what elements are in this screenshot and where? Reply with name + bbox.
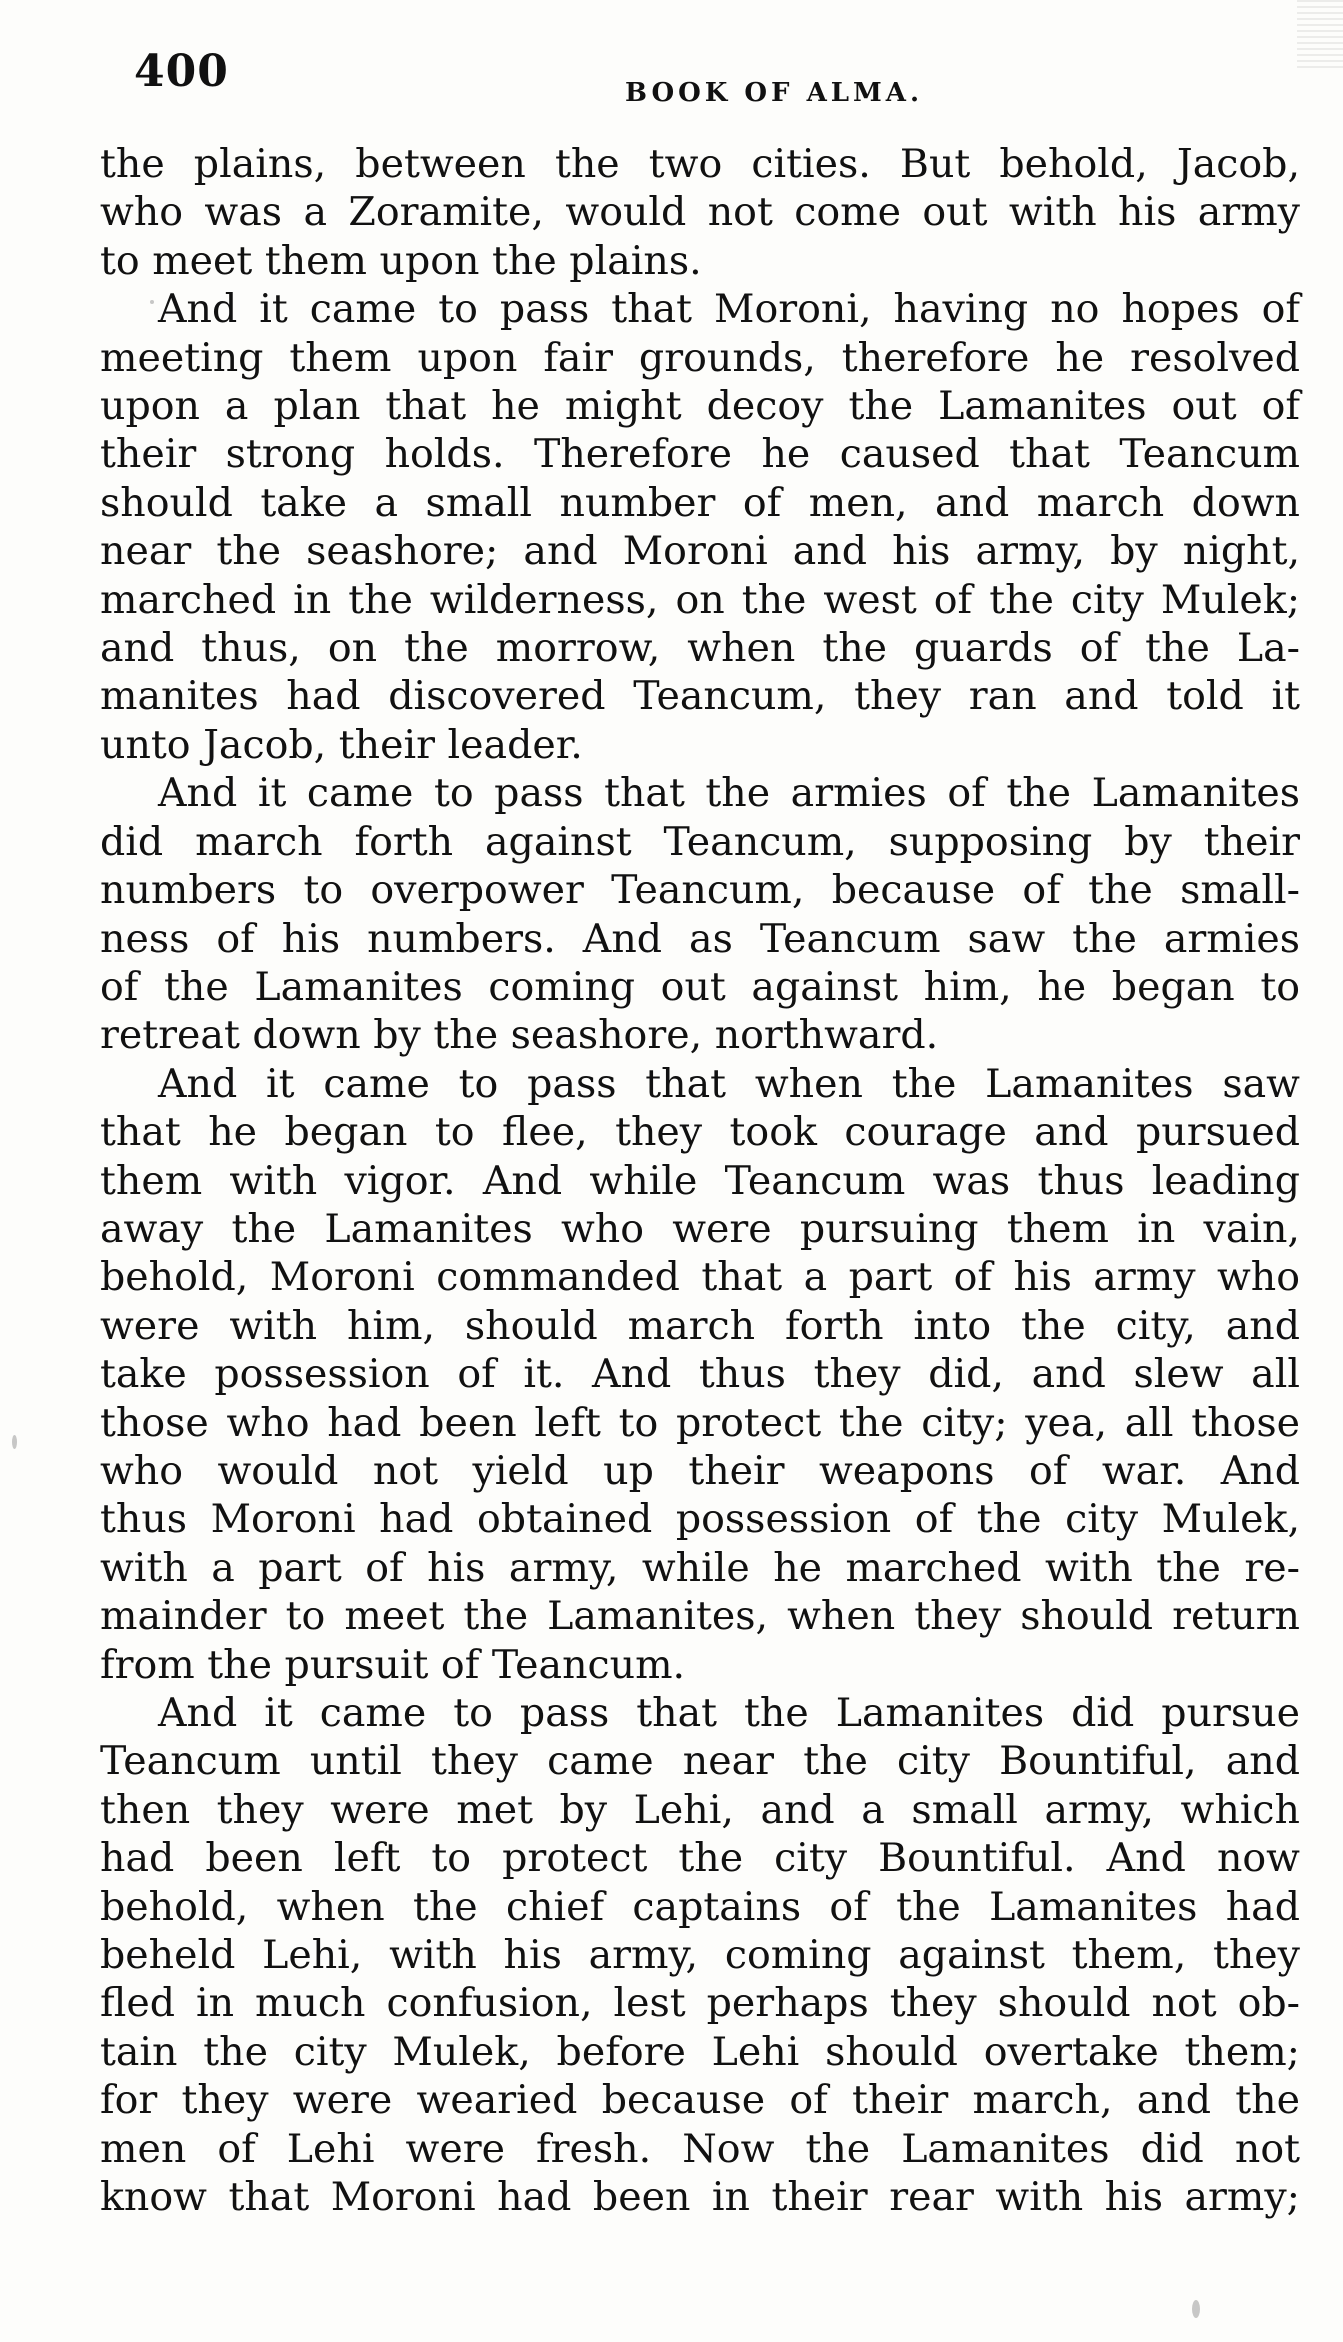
- paragraph: [100, 1060, 1300, 1689]
- page-edge-scan-artifact: [1297, 0, 1343, 70]
- text-line: with a part of his army, while he marched with the re-: [100, 1544, 1300, 1591]
- text-line: And it came to pass that Moroni, having no hopes of: [158, 286, 1300, 333]
- text-line: their strong holds. Therefore he caused that Teancum: [100, 431, 1300, 478]
- text-line: from the pursuit of Teancum.: [100, 1641, 686, 1688]
- paragraph: [100, 1689, 1300, 2221]
- text-line: men of Lehi were fresh. Now the Lamanites did not: [100, 2125, 1300, 2172]
- text-line: mainder to meet the Lamanites, when they should return: [100, 1593, 1300, 1640]
- text-line: beheld Lehi, with his army, coming against them, they: [100, 1932, 1300, 1979]
- paragraph: [100, 285, 1300, 769]
- text-line: were with him, should march forth into the city, and: [100, 1302, 1300, 1349]
- scan-speck: [150, 300, 154, 304]
- text-line: fled in much confusion, lest perhaps they should not ob-: [100, 1980, 1300, 2027]
- text-line: did march forth against Teancum, supposing by their: [100, 818, 1300, 865]
- text-line: tain the city Mulek, before Lehi should overtake them;: [100, 2028, 1300, 2075]
- text-line: those who had been left to protect the city; yea, all those: [100, 1399, 1300, 1446]
- text-line: Teancum until they came near the city Bountiful, and: [100, 1738, 1300, 1785]
- text-line: near the seashore; and Moroni and his army, by night,: [100, 528, 1300, 575]
- text-line: And it came to pass that when the Lamanites saw: [158, 1060, 1300, 1107]
- text-line: who would not yield up their weapons of war. And: [100, 1447, 1300, 1494]
- text-line: thus Moroni had obtained possession of the city Mulek,: [100, 1496, 1300, 1543]
- text-line: behold, Moroni commanded that a part of his army who: [100, 1254, 1300, 1301]
- text-line: retreat down by the seashore, northward.: [100, 1012, 939, 1059]
- scan-speck: [1192, 2300, 1200, 2318]
- text-line: to meet them upon the plains.: [100, 237, 702, 284]
- scan-speck: [12, 1435, 17, 1449]
- text-line: manites had discovered Teancum, they ran and told it: [100, 673, 1300, 720]
- running-head: BOOK OF ALMA.: [625, 78, 924, 108]
- text-line: upon a plan that he might decoy the Lamanites out of: [100, 383, 1300, 430]
- paragraph: [100, 140, 1300, 285]
- text-line: take possession of it. And thus they did, and slew all: [100, 1351, 1300, 1398]
- text-line: for they were wearied because of their march, and the: [100, 2077, 1300, 2124]
- text-line: of the Lamanites coming out against him, he began to: [100, 963, 1300, 1010]
- page-header: [120, 38, 1300, 118]
- text-line: ness of his numbers. And as Teancum saw the armies: [100, 915, 1300, 962]
- text-line: the plains, between the two cities. But behold, Jacob,: [100, 141, 1300, 187]
- text-line: And it came to pass that the armies of the Lamanites: [158, 770, 1300, 817]
- text-line: behold, when the chief captains of the Lamanites had: [100, 1883, 1300, 1930]
- text-line: numbers to overpower Teancum, because of the small-: [100, 867, 1300, 914]
- text-line: marched in the wilderness, on the west of the city Mulek;: [100, 576, 1300, 623]
- text-line: know that Moroni had been in their rear with his army;: [100, 2174, 1300, 2221]
- page-number: 400: [134, 46, 229, 97]
- text-line: should take a small number of men, and march down: [100, 479, 1300, 526]
- text-line: that he began to flee, they took courage and pursued: [100, 1109, 1300, 1156]
- text-line: then they were met by Lehi, and a small army, which: [100, 1786, 1300, 1833]
- text-line: And it came to pass that the Lamanites did pursue: [158, 1690, 1300, 1736]
- text-line: had been left to protect the city Bountiful. And now: [100, 1835, 1300, 1882]
- body-text: [100, 140, 1300, 2221]
- text-line: and thus, on the morrow, when the guards of the La-: [100, 625, 1300, 672]
- text-line: them with vigor. And while Teancum was thus leading: [100, 1157, 1300, 1204]
- text-line: away the Lamanites who were pursuing them in vain,: [100, 1205, 1300, 1252]
- paragraph: [100, 769, 1300, 1059]
- text-line: who was a Zoramite, would not come out with his army: [100, 189, 1300, 236]
- text-line: meeting them upon fair grounds, therefore he resolved: [100, 334, 1300, 381]
- text-line: unto Jacob, their leader.: [100, 721, 583, 768]
